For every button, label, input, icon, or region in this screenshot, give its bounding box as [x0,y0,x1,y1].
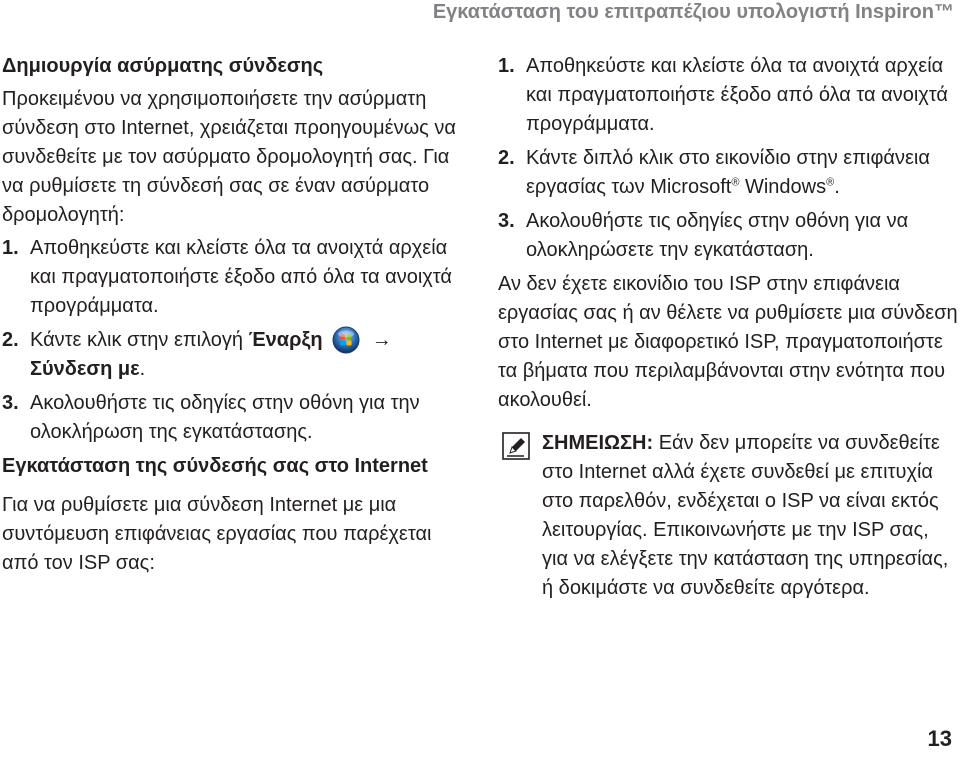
step-number: 2. [2,329,19,351]
step-text-suffix: . [834,176,840,198]
no-isp-icon-paragraph: Αν δεν έχετε εικονίδιο του ISP στην επιφάνεια εργασίας σας ή αν θέλετε να ρυθμίσετε μια σύνδεση στο Internet με διαφορετικό ISP, πραγματοποιήστε τα βήματα που περιλαμβάνονται στην ενότητα που ακολουθεί. [498,273,958,411]
page-number: 13 [927,726,952,751]
right-step-1 [498,52,958,139]
heading-wireless-connection: Δημιουργία ασύρματης σύνδεσης [2,55,324,77]
step-text: Αποθηκεύστε και κλείστε όλα τα ανοιχτά αρχεία και πραγματοποιήστε έξοδο από όλα τα ανοιχτά προγράμματα. [526,55,948,135]
note-block [498,429,958,603]
step-number: 1. [498,55,515,77]
step-text: Ακολουθήστε τις οδηγίες στην οθόνη για την ολοκλήρωση της εγκατάστασης. [30,392,420,443]
step-number: 1. [2,237,19,259]
windows-start-orb-icon [332,326,360,354]
left-step-1 [2,234,464,321]
step-number: 3. [498,210,515,232]
step-text: Αποθηκεύστε και κλείστε όλα τα ανοιχτά αρχεία και πραγματοποιήστε έξοδο από όλα τα ανοιχτά προγράμματα. [30,237,452,317]
right-column [498,52,958,603]
step-text: Κάντε διπλό κλικ στο εικονίδιο στην επιφάνεια εργασίας των Microsoft [526,147,930,198]
step-text-suffix: . [139,358,146,380]
step-number: 3. [2,392,19,414]
left-column [2,52,464,582]
registered-mark: ® [826,176,835,189]
step-text: Ακολουθήστε τις οδηγίες στην οθόνη για να ολοκληρώσετε την εγκατάσταση. [526,210,909,261]
step-text: Κάντε κλικ στην επιλογή [30,329,244,351]
note-text: Εάν δεν μπορείτε να συνδεθείτε στο Internet αλλά έχετε συνδεθεί με επιτυχία στο παρελθόν, ενδέχεται ο ISP να είναι εκτός λειτουργίας. Επικοινωνήστε με την ISP σας, για να ελέγξετε την κατάσταση της υπηρεσίας, ή δοκιμάστε να συνδεθείτε αργότερα. [542,432,949,599]
note-pencil-icon [502,432,530,460]
note-label: ΣΗΜΕΙΩΣΗ: [542,432,654,454]
step-number: 2. [498,147,515,169]
running-header: Εγκατάσταση του επιτραπέζιου υπολογιστή Inspiron™ [432,1,954,23]
wireless-intro-paragraph: Προκειμένου να χρησιμοποιήσετε την ασύρματη σύνδεση στο Internet, χρειάζεται προηγουμένως να συνδεθείτε με τον ασύρματο δρομολογητή σας. Για να ρυθμίσετε τη σύνδεσή σας σε έναν ασύρματο δρομολογητή: [2,88,456,226]
connect-to-label: Σύνδεση με [30,358,140,380]
windows-label: Windows [744,176,827,198]
internet-paragraph: Για να ρυθμίσετε μια σύνδεση Internet με μια συντόμευση επιφάνειας εργασίας που παρέχεται από τον ISP σας: [2,494,432,574]
left-step-3 [2,389,464,447]
right-step-3 [498,207,958,265]
heading-internet-setup: Εγκατάσταση της σύνδεσής σας στο Internet [2,455,428,477]
registered-mark: ® [731,176,740,189]
arrow-symbol: → [371,329,392,351]
right-step-2 [498,144,958,202]
start-label: Έναρξη [248,329,323,351]
left-step-2 [2,326,464,384]
